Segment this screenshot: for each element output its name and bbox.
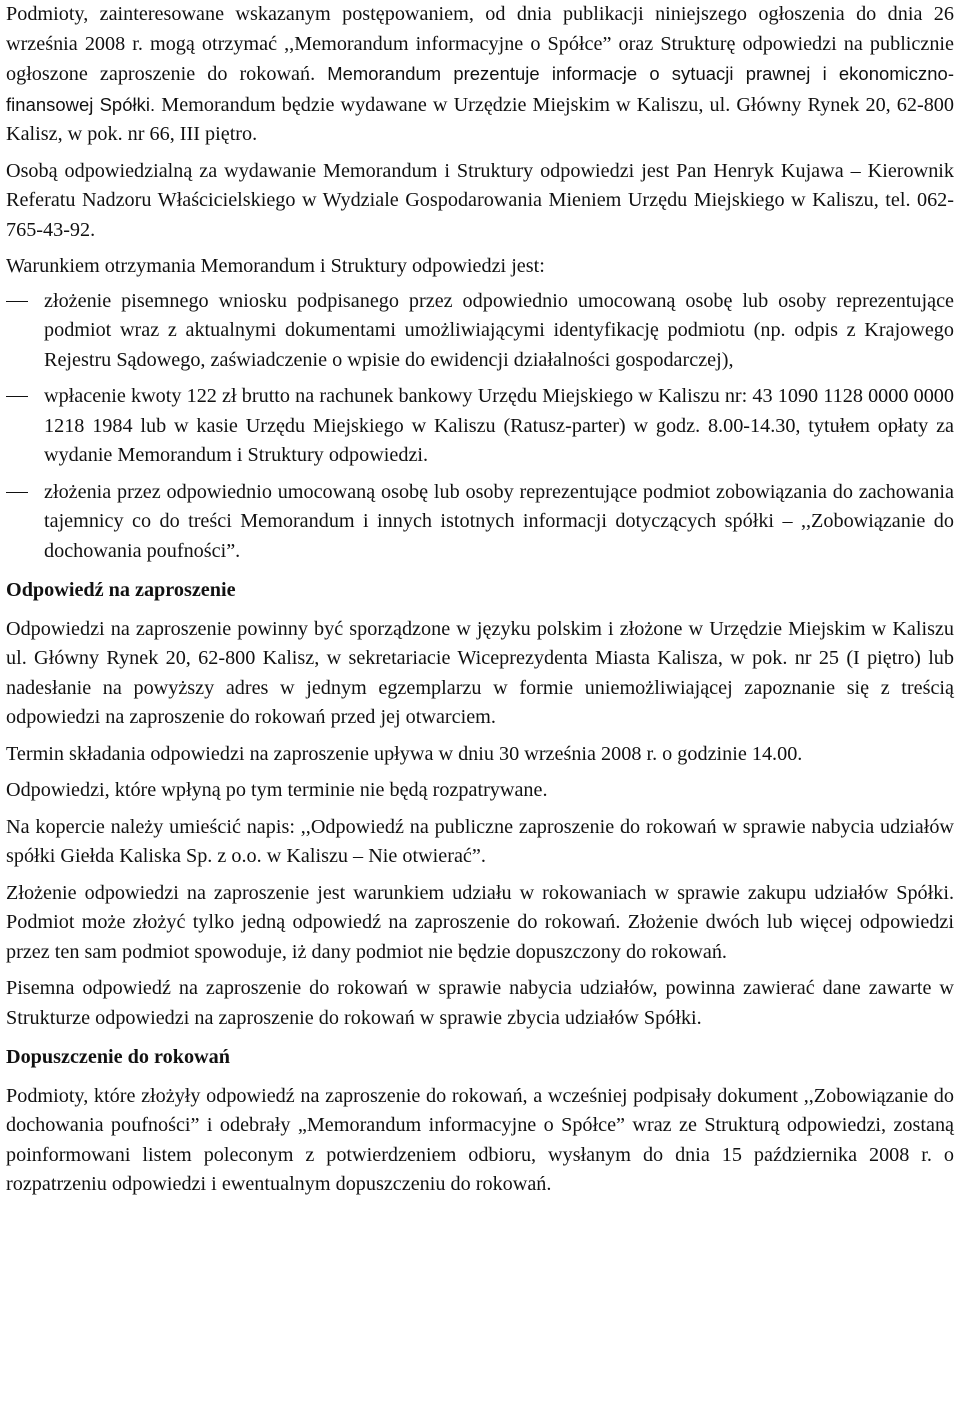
response-paragraph: Złożenie odpowiedzi na zaproszenie jest warunkiem udziału w rokowaniach w sprawie zakupu udziałów Spółki. Podmiot może złożyć tylko jedną odpowiedź na zaproszenie do rokowań. Złożenie dwóch lub więcej odpowiedzi przez ten sam podmiot spowoduje, iż dany podmiot nie będzie dopuszczony do rokowań. (6, 881, 954, 963)
response-paragraph: Na kopercie należy umieścić napis: ,,Odpowiedź na publiczne zaproszenie do rokowań w sprawie nabycia udziałów spółki Giełda Kaliska Sp. z o.o. w Kaliszu – Nie otwierać”. (6, 815, 954, 867)
conditions-list (6, 287, 954, 567)
section-heading-admission: Dopuszczenie do rokowań (6, 1046, 230, 1068)
condition-text: złożenia przez odpowiednio umocowaną osobę lub osoby reprezentujące podmiot zobowiązania do zachowania tajemnicy co do treści Memorandum i innych istotnych informacji dotyczących spółki – ,,Zobowiązanie do dochowania poufności”. (44, 480, 954, 562)
condition-text: złożenie pisemnego wniosku podpisanego przez odpowiednio umocowaną osobę lub osoby reprezentujące podmiot wraz z aktualnymi dokumentami umożliwiającymi identyfikację podmiotu (np. odpis z Krajowego Rejestru Sądowego, zaświadczenie o wpisie do ewidencji działalności gospodarczej), (44, 289, 954, 371)
response-paragraph: Termin składania odpowiedzi na zaproszenie upływa w dniu 30 września 2008 r. o godzinie 14.00. (6, 742, 803, 765)
intro-text-part-3: Memorandum będzie wydawane w Urzędzie Miejskim w Kaliszu, ul. Główny Rynek 20, 62-800 Kalisz, w pok. nr 66, III piętro. (6, 93, 954, 145)
responsible-person-paragraph: Osobą odpowiedzialną za wydawanie Memorandum i Struktury odpowiedzi jest Pan Henryk Kujawa – Kierownik Referatu Nadzoru Właścicielskiego w Wydziale Gospodarowania Mieniem Urzędu Miejskiego w Kaliszu, tel. 062- 765-43-92. (6, 159, 954, 241)
dash-bullet-icon (6, 492, 28, 493)
response-paragraph: Odpowiedzi na zaproszenie powinny być sporządzone w języku polskim i złożone w Urzędzie Miejskim w Kaliszu ul. Główny Rynek 20, 62-800 Kalisz, w sekretariacie Wiceprezydenta Miasta Kalisza, w pok. nr 25 (I piętro) lub nadesłanie na powyższy adres w jednym egzemplarzu w formie uniemożliwiającej zapoznanie się z treścią odpowiedzi na zaproszenie do rokowań przed jej otwarciem. (6, 617, 954, 728)
intro-text-part-2: Memorandum prezentuje informacje o sytuacji prawnej i ekonomiczno-finansowej Spółki. (6, 63, 954, 115)
list-item (6, 478, 954, 567)
intro-text-part-1: Podmioty, zainteresowane wskazanym postępowaniem, od dnia publikacji niniejszego ogłoszenia do dnia 26 września 2008 r. mogą otrzymać ,,Memorandum informacyjne o Spółce” oraz Strukturę odpowiedzi na publicznie ogłoszone zaproszenie do rokowań. (6, 3, 954, 85)
admission-paragraph: Podmioty, które złożyły odpowiedź na zaproszenie do rokowań, a wcześniej podpisały dokument ,,Zobowiązanie do dochowania poufności” i odebrały „Memorandum informacyjne o Spółce” wraz ze Strukturą odpowiedzi, zostaną poinformowani listem poleconym z potwierdzeniem odbioru, wysłanym do dnia 15 października 2008 r. o rozpatrzeniu odpowiedzi i ewentualnym dopuszczeniu do rokowań. (6, 1084, 954, 1195)
section-heading-response: Odpowiedź na zaproszenie (6, 579, 236, 601)
dash-bullet-icon (6, 396, 28, 397)
intro-paragraph (6, 0, 954, 150)
response-paragraph: Pisemna odpowiedź na zaproszenie do rokowań w sprawie nabycia udziałów, powinna zawierać dane zawarte w Strukturze odpowiedzi na zaproszenie do rokowań w sprawie zbycia udziałów Spółki. (6, 977, 954, 1029)
response-paragraph: Odpowiedzi, które wpłyną po tym terminie nie będą rozpatrywane. (6, 779, 548, 801)
document-page (6, 0, 954, 1207)
condition-text: wpłacenie kwoty 122 zł brutto na rachunek bankowy Urzędu Miejskiego w Kaliszu nr: 43 1090 1128 0000 0000 1218 1984 lub w kasie Urzędu Miejskiego w Kaliszu (Ratusz-parter) w godz. 8.00-14.30, tytułem opłaty za wydanie Memorandum i Struktury odpowiedzi. (44, 385, 954, 466)
conditions-intro-paragraph: Warunkiem otrzymania Memorandum i Struktury odpowiedzi jest: (6, 255, 545, 277)
dash-bullet-icon (6, 301, 28, 302)
list-item (6, 287, 954, 376)
list-item (6, 382, 954, 471)
